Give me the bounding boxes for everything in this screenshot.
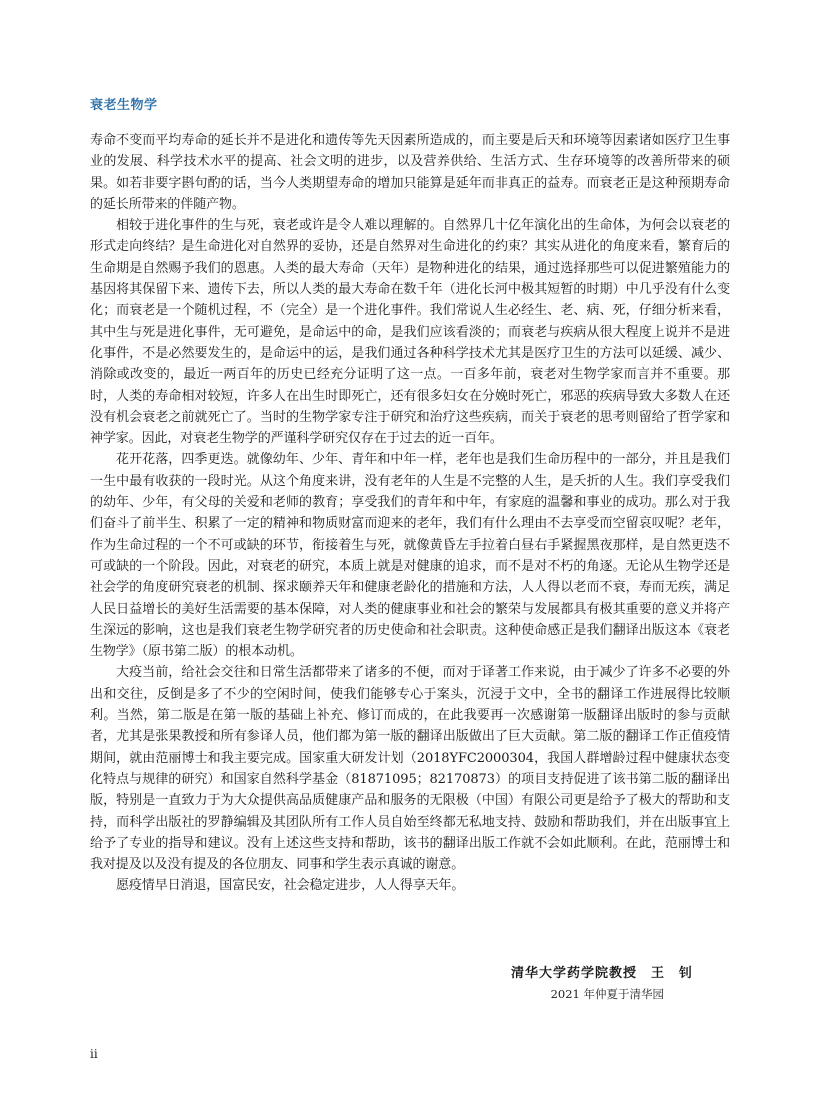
preface-body: [90, 130, 730, 897]
signature-date: 2021 年仲夏于清华园: [550, 987, 664, 1001]
page-number: ii: [90, 1047, 98, 1061]
author-signature: 清华大学药学院教授 王 钊: [510, 966, 693, 981]
paragraph: 大疫当前，给社会交往和日常生活都带来了诸多的不便，而对于译著工作来说，由于减少了许多不必要的外出和交往，反倒是多了不少的空闲时间，使我们能够专心于案头，沉浸于文中，全书的翻译工作进展得比较顺利。当然，第二版是在第一版的基础上补充、修订而成的，在此我要再一次感谢第一版翻译出版时的参与贡献者，尤其是张果教授和所有参译人员，他们都为第一版的翻译出版做出了巨大贡献。第二版的翻译工作正值疫情期间，就由范丽博士和我主要完成。国家重大研发计划（2018YFC2000304，我国人群增龄过程中健康状态变化特点与规律的研究）和国家自然科学基金（81871095；82170873）的项目支持促进了该书第二版的翻译出版，特别是一直致力于为大众提供高品质健康产品和服务的无限极（中国）有限公司更是给予了极大的帮助和支持，而科学出版社的罗静编辑及其团队所有工作人员自始至终都无私地支持、鼓励和帮助我们，并在出版事宜上给予了专业的指导和建议。没有上述这些支持和帮助，该书的翻译出版工作就不会如此顺利。在此，范丽博士和我对提及以及没有提及的各位朋友、同事和学生表示真诚的谢意。: [90, 665, 730, 873]
running-header: 衰老生物学: [90, 98, 158, 113]
paragraph: 愿疫情早日消退，国富民安，社会稳定进步，人人得享天年。: [116, 878, 465, 894]
paragraph: 花开花落，四季更迭。就像幼年、少年、青年和中年一样，老年也是我们生命历程中的一部分，并且是我们一生中最有收获的一段时光。从这个角度来讲，没有老年的人生是不完整的人生，是夭折的人生。我们享受我们的幼年、少年，有父母的关爱和老师的教育；享受我们的青年和中年，有家庭的温馨和事业的成功。那么对于我们奋斗了前半生、积累了一定的精神和物质财富而迎来的老年，我们有什么理由不去享受而空留哀叹呢？老年，作为生命过程的一个不可或缺的环节，衔接着生与死，就像黄昏左手拉着白昼右手紧握黑夜那样，是自然更迭不可或缺的一个阶段。因此，对衰老的研究，本质上就是对健康的追求，而不是对不朽的角逐。无论从生物学还是社会学的角度研究衰老的机制、探求颐养天年和健康老龄化的措施和方法，人人得以老而不衰，寿而无疾，满足人民日益增长的美好生活需要的基本保障，对人类的健康事业和社会的繁荣与发展都具有极其重要的意义并将产生深远的影响，这也是我们衰老生物学研究者的历史使命和社会职责。这种使命感正是我们翻译出版这本《衰老生物学》（原书第二版）的根本动机。: [90, 452, 730, 660]
paragraph: 寿命不变而平均寿命的延长并不是进化和遗传等先天因素所造成的，而主要是后天和环境等因素诸如医疗卫生事业的发展、科学技术水平的提高、社会文明的进步，以及营养供给、生活方式、生存环境等的改善所带来的硕果。如若非要字斟句酌的话，当今人类期望寿命的增加只能算是延年而非真正的益寿。而衰老正是这种预期寿命的延长所带来的伴随产物。: [90, 133, 730, 212]
paragraph: 相较于进化事件的生与死，衰老或许是令人难以理解的。自然界几十亿年演化出的生命体，为何会以衰老的形式走向终结？是生命进化对自然界的妥协，还是自然界对生命进化的约束？其实从进化的角度来看，繁育后的生命期是自然赐予我们的恩惠。人类的最大寿命（天年）是物种进化的结果，通过选择那些可以促进繁殖能力的基因将其保留下来、遗传下去，所以人类的最大寿命在数千年（进化长河中极其短暂的时期）中几乎没有什么变化；而衰老是一个随机过程，不（完全）是一个进化事件。我们常说人生必经生、老、病、死，仔细分析来看，其中生与死是进化事件，无可避免，是命运中的命，是我们应该看淡的；而衰老与疾病从很大程度上说并不是进化事件，不是必然要发生的，是命运中的运，是我们通过各种科学技术尤其是医疗卫生的方法可以延缓、减少、消除或改变的，最近一两百年的历史已经充分证明了这一点。一百多年前，衰老对生物学家而言并不重要。那时，人类的寿命相对较短，许多人在出生时即死亡，还有很多妇女在分娩时死亡，邪恶的疾病导致大多数人在还没有机会衰老之前就死亡了。当时的生物学家专注于研究和治疗这些疾病，而关于衰老的思考则留给了哲学家和神学家。因此，对衰老生物学的严谨科学研究仅存在于过去的近一百年。: [90, 218, 730, 447]
